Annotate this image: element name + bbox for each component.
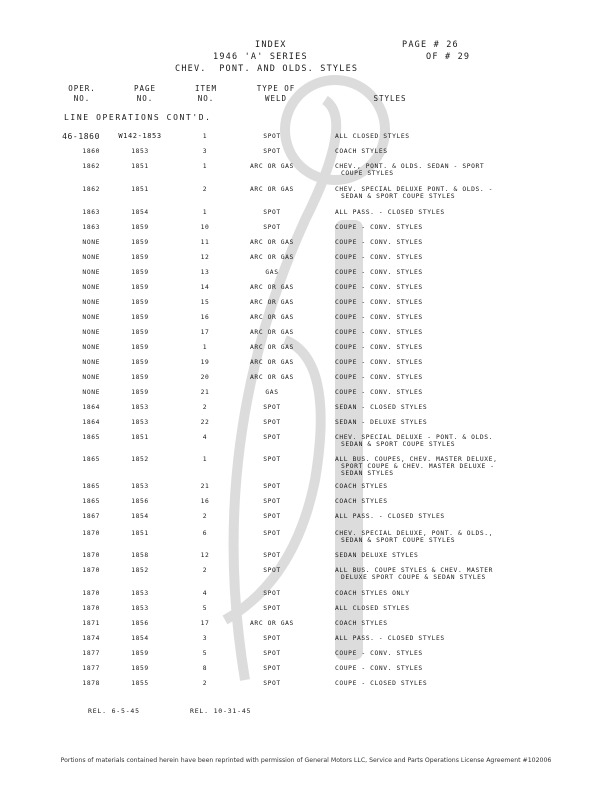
section-title: LINE OPERATIONS CONT'D. <box>64 113 212 122</box>
table-row <box>0 209 612 221</box>
table-row <box>0 314 612 326</box>
styles-cell <box>335 567 535 581</box>
table-row <box>0 635 612 647</box>
page-no-cell: 1859 <box>131 344 149 351</box>
table-row <box>0 224 612 236</box>
oper-no-cell: 1870 <box>82 552 100 559</box>
styles-line: COACH STYLES <box>335 498 388 505</box>
weld-type-cell: ARC OR GAS <box>250 374 294 381</box>
item-no-cell: 10 <box>200 224 210 231</box>
styles-cell <box>335 299 535 306</box>
page-no-cell: W142-1853 <box>118 132 162 140</box>
page-no-cell: 1859 <box>131 650 149 657</box>
page-no-cell: 1853 <box>131 419 149 426</box>
oper-no-cell: NONE <box>82 284 100 291</box>
item-no-cell: 4 <box>202 434 208 441</box>
weld-type-cell: SPOT <box>263 530 281 537</box>
styles-cell <box>335 329 535 336</box>
item-no-cell: 2 <box>202 186 208 193</box>
oper-no-cell: NONE <box>82 389 100 396</box>
styles-cell <box>335 635 535 642</box>
styles-line: COUPE - CONV. STYLES <box>335 284 423 291</box>
styles-line: CHEV., PONT. & OLDS. SEDAN - SPORT <box>335 163 485 170</box>
styles-line: SEDAN DELUXE STYLES <box>335 552 419 559</box>
table-row <box>0 389 612 401</box>
styles-cell <box>335 404 535 411</box>
weld-type-cell: GAS <box>265 389 279 396</box>
item-no-cell: 1 <box>202 209 208 216</box>
oper-no-cell: 1860 <box>82 148 100 155</box>
weld-type-cell: SPOT <box>263 498 281 505</box>
item-no-cell: 20 <box>200 374 210 381</box>
item-no-cell: 13 <box>200 269 210 276</box>
item-no-cell: 1 <box>202 344 208 351</box>
oper-no-cell: 1871 <box>82 620 100 627</box>
table-row <box>0 374 612 386</box>
weld-type-cell: SPOT <box>263 665 281 672</box>
table-row <box>0 434 612 446</box>
weld-type-cell: ARC OR GAS <box>250 239 294 246</box>
styles-line: ALL PASS. - CLOSED STYLES <box>335 209 445 216</box>
table-row <box>0 344 612 356</box>
weld-type-cell: SPOT <box>263 133 281 140</box>
styles-line: SEDAN - CLOSED STYLES <box>335 404 428 411</box>
item-no-cell: 8 <box>202 665 208 672</box>
table-row <box>0 498 612 510</box>
page-no-cell: 1859 <box>131 284 149 291</box>
styles-line: COUPE - CLOSED STYLES <box>335 680 428 687</box>
oper-no-cell: 1865 <box>82 456 100 463</box>
page-no-cell: 1859 <box>131 314 149 321</box>
page-no-cell: 1852 <box>131 456 149 463</box>
styles-line: COUPE STYLES <box>341 170 394 177</box>
item-no-cell: 21 <box>200 389 210 396</box>
styles-line: COUPE - CONV. STYLES <box>335 299 423 306</box>
styles-line: COUPE - CONV. STYLES <box>335 359 423 366</box>
col-header-oper-line1: OPER. <box>68 84 96 93</box>
oper-no-cell: 1862 <box>82 186 100 193</box>
styles-line: ALL BUS. COUPES, CHEV. MASTER DELUXE, <box>335 456 498 463</box>
item-no-cell: 4 <box>202 590 208 597</box>
styles-line: CHEV. SPECIAL DELUXE - PONT. & OLDS. <box>335 434 494 441</box>
table-row <box>0 163 612 175</box>
styles-line: COACH STYLES <box>335 620 388 627</box>
styles-cell <box>335 665 535 672</box>
page-no-cell: 1859 <box>131 374 149 381</box>
styles-line: COUPE - CONV. STYLES <box>335 650 423 657</box>
item-no-cell: 11 <box>200 239 210 246</box>
oper-no-cell: 1877 <box>82 665 100 672</box>
oper-no-cell: 1864 <box>82 419 100 426</box>
weld-type-cell: SPOT <box>263 483 281 490</box>
item-no-cell: 22 <box>200 419 210 426</box>
oper-no-cell: NONE <box>82 359 100 366</box>
col-header-item <box>186 84 226 104</box>
oper-no-cell: 1870 <box>82 590 100 597</box>
styles-cell <box>335 209 535 216</box>
oper-no-cell: NONE <box>82 374 100 381</box>
weld-type-cell: SPOT <box>263 434 281 441</box>
col-header-weld-line2: WELD <box>264 94 288 103</box>
page-no-cell: 1853 <box>131 483 149 490</box>
page-no-cell: 1859 <box>131 329 149 336</box>
styles-cell <box>335 434 535 448</box>
weld-type-cell: ARC OR GAS <box>250 284 294 291</box>
styles-line: SEDAN & SPORT COUPE STYLES <box>341 441 456 448</box>
page-no-cell: 1852 <box>131 567 149 574</box>
styles-line: COUPE - CONV. STYLES <box>335 269 423 276</box>
styles-line: SEDAN & SPORT COUPE STYLES <box>341 537 456 544</box>
weld-type-cell: SPOT <box>263 148 281 155</box>
page-no-cell: 1854 <box>131 513 149 520</box>
col-header-item-line1: ITEM <box>194 84 218 93</box>
table-row <box>0 620 612 632</box>
styles-line: COUPE - CONV. STYLES <box>335 344 423 351</box>
styles-line: COACH STYLES ONLY <box>335 590 410 597</box>
weld-type-cell: ARC OR GAS <box>250 344 294 351</box>
item-no-cell: 12 <box>200 552 210 559</box>
item-no-cell: 1 <box>202 163 208 170</box>
weld-type-cell: SPOT <box>263 456 281 463</box>
styles-line: COUPE - CONV. STYLES <box>335 374 423 381</box>
page-no-cell: 1859 <box>131 665 149 672</box>
weld-type-cell: ARC OR GAS <box>250 186 294 193</box>
item-no-cell: 2 <box>202 680 208 687</box>
page-no-cell: 1853 <box>131 148 149 155</box>
styles-line: COUPE - CONV. STYLES <box>335 224 423 231</box>
styles-cell <box>335 419 535 426</box>
item-no-cell: 5 <box>202 605 208 612</box>
styles-line: SPORT COUPE & CHEV. MASTER DELUXE - <box>341 463 495 470</box>
table-row <box>0 133 612 145</box>
page-total: OF # 29 <box>426 52 471 62</box>
oper-no-cell: NONE <box>82 344 100 351</box>
table-row <box>0 590 612 602</box>
styles-cell <box>335 186 535 200</box>
styles-cell <box>335 483 535 490</box>
page-no-cell: 1859 <box>131 359 149 366</box>
styles-cell <box>335 148 535 155</box>
styles-line: DELUXE SPORT COUPE & SEDAN STYLES <box>341 574 486 581</box>
styles-cell <box>335 359 535 366</box>
item-no-cell: 2 <box>202 513 208 520</box>
oper-no-cell: 1870 <box>82 530 100 537</box>
table-row <box>0 284 612 296</box>
page-no-cell: 1851 <box>131 186 149 193</box>
weld-type-cell: SPOT <box>263 224 281 231</box>
table-row <box>0 530 612 542</box>
item-no-cell: 17 <box>200 620 210 627</box>
index-label: INDEX <box>255 40 287 50</box>
page-no-cell: 1858 <box>131 552 149 559</box>
page-no-cell: 1859 <box>131 224 149 231</box>
col-header-page <box>125 84 165 104</box>
styles-line: SEDAN STYLES <box>341 470 394 477</box>
styles-cell <box>335 620 535 627</box>
item-no-cell: 3 <box>202 635 208 642</box>
table-row <box>0 404 612 416</box>
page-no-cell: 1851 <box>131 434 149 441</box>
page-no-cell: 1855 <box>131 680 149 687</box>
weld-type-cell: GAS <box>265 269 279 276</box>
table-row <box>0 299 612 311</box>
weld-type-cell: SPOT <box>263 209 281 216</box>
styles-line: COUPE - CONV. STYLES <box>335 239 423 246</box>
page-no-cell: 1859 <box>131 254 149 261</box>
weld-type-cell: SPOT <box>263 513 281 520</box>
styles-line: COACH STYLES <box>335 148 388 155</box>
table-row <box>0 552 612 564</box>
styles-line: COUPE - CONV. STYLES <box>335 329 423 336</box>
styles-cell <box>335 680 535 687</box>
col-header-weld <box>246 84 306 104</box>
col-header-weld-line1: TYPE OF <box>256 84 296 93</box>
styles-line: SEDAN & SPORT COUPE STYLES <box>341 193 456 200</box>
styles-cell <box>335 163 535 177</box>
table-row <box>0 186 612 198</box>
weld-type-cell: ARC OR GAS <box>250 299 294 306</box>
page-no-cell: 1859 <box>131 389 149 396</box>
page-no-cell: 1859 <box>131 269 149 276</box>
weld-type-cell: SPOT <box>263 635 281 642</box>
weld-type-cell: SPOT <box>263 567 281 574</box>
page-no-cell: 1853 <box>131 404 149 411</box>
styles-cell <box>335 456 535 477</box>
item-no-cell: 15 <box>200 299 210 306</box>
col-header-page-line1: PAGE <box>133 84 157 93</box>
weld-type-cell: ARC OR GAS <box>250 620 294 627</box>
oper-no-cell: NONE <box>82 239 100 246</box>
item-no-cell: 5 <box>202 650 208 657</box>
styles-line: ALL CLOSED STYLES <box>335 605 410 612</box>
styles-cell <box>335 224 535 231</box>
col-header-oper <box>62 84 102 104</box>
table-row <box>0 419 612 431</box>
oper-no-cell: 1864 <box>82 404 100 411</box>
styles-cell <box>335 374 535 381</box>
oper-no-cell: 1863 <box>82 209 100 216</box>
weld-type-cell: ARC OR GAS <box>250 359 294 366</box>
oper-no-cell: 1862 <box>82 163 100 170</box>
table-row <box>0 513 612 525</box>
release-date-right: REL. 10-31-45 <box>190 707 252 715</box>
table-row <box>0 269 612 281</box>
col-header-item-line2: NO. <box>197 94 215 103</box>
weld-type-cell: SPOT <box>263 650 281 657</box>
item-no-cell: 19 <box>200 359 210 366</box>
oper-no-cell: NONE <box>82 314 100 321</box>
styles-cell <box>335 650 535 657</box>
table-row <box>0 483 612 495</box>
oper-no-cell: 46-1860 <box>62 132 100 141</box>
oper-no-cell: NONE <box>82 254 100 261</box>
item-no-cell: 6 <box>202 530 208 537</box>
table-row <box>0 567 612 579</box>
styles-cell <box>335 314 535 321</box>
weld-type-cell: ARC OR GAS <box>250 329 294 336</box>
oper-no-cell: 1870 <box>82 567 100 574</box>
styles-line: CHEV. SPECIAL DELUXE PONT. & OLDS. - <box>335 186 494 193</box>
styles-cell <box>335 269 535 276</box>
styles-line: ALL PASS. - CLOSED STYLES <box>335 635 445 642</box>
col-header-styles: STYLES <box>373 94 407 103</box>
styles-cell <box>335 254 535 261</box>
weld-type-cell: SPOT <box>263 680 281 687</box>
page-no-cell: 1859 <box>131 299 149 306</box>
styles-cell <box>335 530 535 544</box>
page-subtitle: CHEV. PONT. AND OLDS. STYLES <box>175 64 359 74</box>
weld-type-cell: ARC OR GAS <box>250 163 294 170</box>
series-title: 1946 'A' SERIES <box>213 52 308 62</box>
styles-line: ALL BUS. COUPE STYLES & CHEV. MASTER <box>335 567 494 574</box>
table-row <box>0 329 612 341</box>
oper-no-cell: NONE <box>82 329 100 336</box>
table-row <box>0 605 612 617</box>
oper-no-cell: 1870 <box>82 605 100 612</box>
col-header-page-line2: NO. <box>136 94 154 103</box>
styles-cell <box>335 605 535 612</box>
styles-line: ALL CLOSED STYLES <box>335 133 410 140</box>
styles-cell <box>335 133 535 140</box>
item-no-cell: 14 <box>200 284 210 291</box>
release-date-left: REL. 6-5-45 <box>88 707 140 715</box>
table-row <box>0 148 612 160</box>
page-no-cell: 1856 <box>131 498 149 505</box>
weld-type-cell: ARC OR GAS <box>250 254 294 261</box>
oper-no-cell: 1863 <box>82 224 100 231</box>
weld-type-cell: SPOT <box>263 605 281 612</box>
table-row <box>0 254 612 266</box>
styles-line: CHEV. SPECIAL DELUXE, PONT. & OLDS., <box>335 530 494 537</box>
styles-cell <box>335 344 535 351</box>
page-number: PAGE # 26 <box>402 40 459 50</box>
styles-cell <box>335 590 535 597</box>
item-no-cell: 21 <box>200 483 210 490</box>
col-header-oper-line2: NO. <box>73 94 91 103</box>
copyright-footer: Portions of materials contained herein have been reprinted with permission of General Motors LLC, Service and Parts Operations License Agreement #102006 <box>60 757 552 764</box>
table-row <box>0 359 612 371</box>
table-row <box>0 665 612 677</box>
page-no-cell: 1856 <box>131 620 149 627</box>
styles-line: SEDAN - DELUXE STYLES <box>335 419 428 426</box>
weld-type-cell: SPOT <box>263 404 281 411</box>
item-no-cell: 17 <box>200 329 210 336</box>
styles-cell <box>335 498 535 505</box>
item-no-cell: 16 <box>200 314 210 321</box>
styles-cell <box>335 552 535 559</box>
page-no-cell: 1853 <box>131 590 149 597</box>
oper-no-cell: 1867 <box>82 513 100 520</box>
page-no-cell: 1854 <box>131 635 149 642</box>
weld-type-cell: SPOT <box>263 419 281 426</box>
styles-cell <box>335 389 535 396</box>
styles-line: COUPE - CONV. STYLES <box>335 254 423 261</box>
weld-type-cell: SPOT <box>263 552 281 559</box>
item-no-cell: 2 <box>202 404 208 411</box>
table-row <box>0 456 612 477</box>
item-no-cell: 2 <box>202 567 208 574</box>
oper-no-cell: 1865 <box>82 498 100 505</box>
table-row <box>0 680 612 692</box>
oper-no-cell: 1878 <box>82 680 100 687</box>
styles-line: COACH STYLES <box>335 483 388 490</box>
styles-cell <box>335 284 535 291</box>
page-no-cell: 1853 <box>131 605 149 612</box>
table-row <box>0 650 612 662</box>
oper-no-cell: 1874 <box>82 635 100 642</box>
styles-cell <box>335 513 535 520</box>
oper-no-cell: 1877 <box>82 650 100 657</box>
weld-type-cell: ARC OR GAS <box>250 314 294 321</box>
page-no-cell: 1851 <box>131 530 149 537</box>
styles-cell <box>335 239 535 246</box>
oper-no-cell: 1865 <box>82 434 100 441</box>
oper-no-cell: NONE <box>82 269 100 276</box>
oper-no-cell: NONE <box>82 299 100 306</box>
styles-line: ALL PASS. - CLOSED STYLES <box>335 513 445 520</box>
styles-line: COUPE - CONV. STYLES <box>335 665 423 672</box>
item-no-cell: 1 <box>202 456 208 463</box>
item-no-cell: 16 <box>200 498 210 505</box>
item-no-cell: 12 <box>200 254 210 261</box>
item-no-cell: 3 <box>202 148 208 155</box>
table-row <box>0 239 612 251</box>
weld-type-cell: SPOT <box>263 590 281 597</box>
page-no-cell: 1851 <box>131 163 149 170</box>
item-no-cell: 1 <box>202 133 208 140</box>
page-no-cell: 1854 <box>131 209 149 216</box>
page-no-cell: 1859 <box>131 239 149 246</box>
styles-line: COUPE - CONV. STYLES <box>335 314 423 321</box>
oper-no-cell: 1865 <box>82 483 100 490</box>
styles-line: COUPE - CONV. STYLES <box>335 389 423 396</box>
